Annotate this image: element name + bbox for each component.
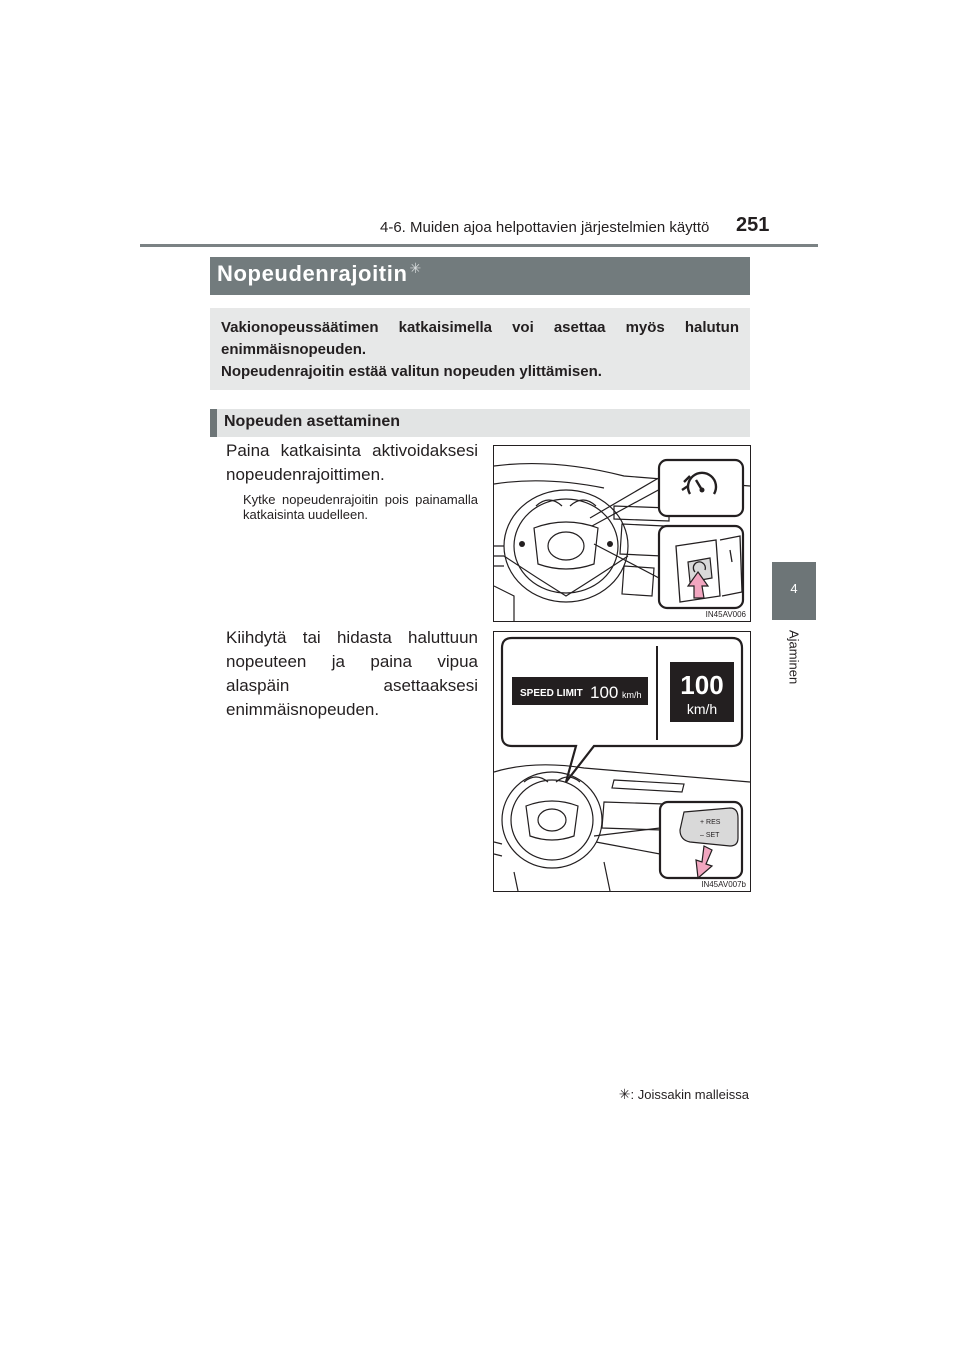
lever-res-label: + RES bbox=[700, 819, 721, 826]
chapter-tab bbox=[772, 562, 816, 620]
footnote bbox=[615, 1086, 749, 1103]
big-speed-unit: km/h bbox=[686, 701, 718, 717]
header-section-title: 4-6. Muiden ajoa helpottavien järjestelmien käyttö bbox=[380, 219, 710, 236]
subsection-header bbox=[210, 409, 750, 437]
chapter-number: 4 bbox=[790, 581, 798, 596]
intro-line-1: Vakionopeussäätimen katkaisimella voi asettaa myös halutun enimmäisnopeuden. bbox=[221, 319, 739, 358]
step-1-note: Kytke nopeudenrajoitin pois painamalla katkaisinta uudelleen. bbox=[243, 492, 478, 522]
asterisk-icon: ✳ bbox=[409, 260, 422, 276]
footnote-text: : Joissakin malleissa bbox=[630, 1087, 749, 1102]
page-number: 251 bbox=[736, 214, 770, 236]
subsection-accent bbox=[210, 409, 217, 437]
step-2-text: Kiihdytä tai hidasta haluttuun nopeuteen ja paina vipua alaspäin asettaaksesi enimmäisnopeuden. bbox=[226, 628, 478, 719]
step-1-text: Paina katkaisinta aktivoidaksesi nopeudenrajoittimen. bbox=[226, 441, 478, 484]
figure-set-speed-limit bbox=[493, 631, 751, 892]
section-title-text: Nopeudenrajoitin bbox=[217, 261, 408, 286]
speed-limit-label: SPEED LIMIT bbox=[520, 688, 583, 699]
section-title-bar bbox=[210, 257, 750, 295]
big-speed-value: 100 bbox=[680, 670, 724, 700]
speed-limit-value: 100 bbox=[590, 683, 619, 702]
intro-line-2: Nopeudenrajoitin estää valitun nopeuden ylittämisen. bbox=[221, 363, 602, 380]
figure-speed-limiter-switch bbox=[493, 445, 751, 622]
steering-wheel-switch-illustration bbox=[494, 446, 750, 621]
figure-code: IN45AV006 bbox=[705, 610, 746, 619]
cruise-lever-icon bbox=[680, 808, 738, 846]
speed-limit-unit: km/h bbox=[622, 690, 642, 700]
lever-set-label: – SET bbox=[700, 832, 720, 839]
footnote-asterisk-icon: ✳ bbox=[618, 1086, 631, 1102]
figure-code: IN45AV007b bbox=[701, 880, 746, 889]
intro-text bbox=[221, 317, 739, 383]
header-rule bbox=[140, 244, 818, 247]
chapter-name: Ajaminen bbox=[786, 630, 802, 685]
intro-box bbox=[210, 308, 750, 390]
speed-limit-display-illustration bbox=[494, 632, 750, 891]
subsection-title: Nopeuden asettaminen bbox=[224, 413, 401, 430]
section-title bbox=[217, 261, 422, 287]
